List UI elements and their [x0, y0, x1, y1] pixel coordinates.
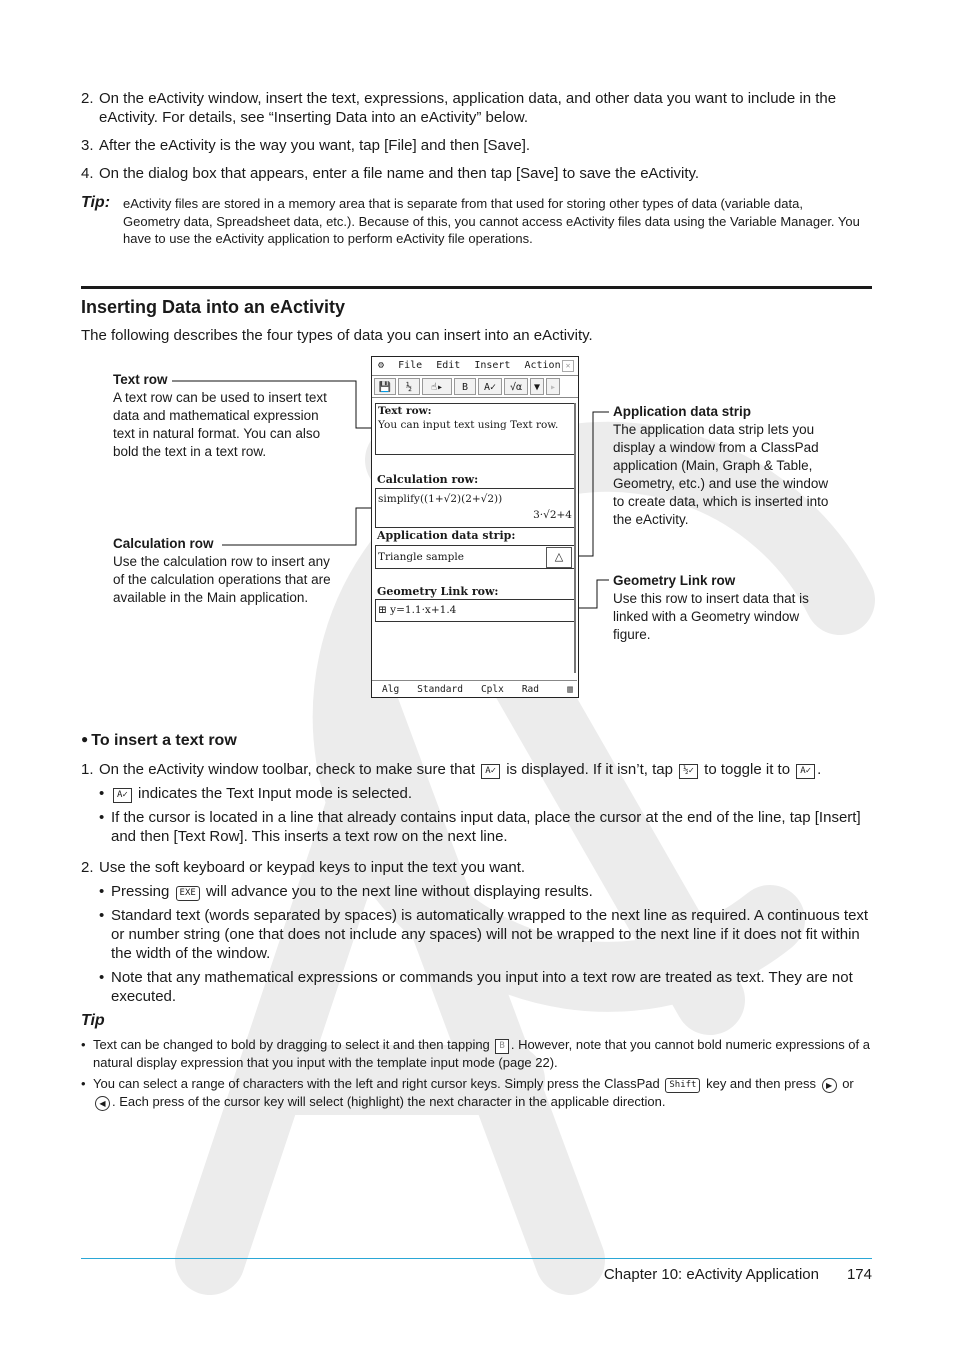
tip-text: You can select a range of characters with the left and right cursor keys. Simply press the ClassPad	[93, 1076, 660, 1091]
list-item	[81, 882, 876, 901]
bullet-text: Note that any mathematical expressions or commands you input into a text row are treated as text. They are not executed.	[111, 969, 853, 1005]
math-icon[interactable]: √α	[504, 378, 528, 395]
step-item: 1. On the eActivity window toolbar, check to make sure that A✓ is displayed. If it isn’t, tap ½✓ to toggle it to A✓ .	[81, 761, 822, 778]
tip-item	[81, 1036, 871, 1072]
tip-item	[81, 1075, 871, 1111]
tip-block	[81, 1012, 871, 1114]
tip-text: eActivity files are stored in a memory area that is separate from that used for storing other types of data (variable data, Geometry data, Spreadsheet data, etc.). Because of this, you cannot access eActivity files data using the Variable Manager. You have to use the eActivity application to perform eActivity file operations.	[123, 196, 860, 246]
callout-body: A text row can be used to insert text data and mathematical expression text in natural format. You can also bold the text in a text row.	[113, 390, 327, 459]
callout-title: Application data strip	[613, 404, 752, 419]
bullet-text: Standard text (words separated by spaces) is automatically wrapped to the next line as required. A continuous text or number string (one that does not include any spaces) will not be wrapped to the next line if it does not fit within the width of the window.	[111, 907, 869, 962]
geo-link-row-box[interactable]	[375, 599, 575, 622]
bullet-text: will advance you to the next line without displaying results.	[205, 883, 593, 900]
battery-icon: ▥	[567, 684, 573, 695]
strip-label: Application data strip:	[377, 529, 516, 542]
bold-key-icon: B	[495, 1039, 508, 1054]
settings-icon[interactable]: ⚙	[378, 360, 385, 371]
step-number: 3.	[81, 137, 94, 154]
bullet-text: indicates the Text Input mode is selected.	[138, 785, 413, 802]
tip-text: key and then press	[706, 1076, 816, 1091]
menu-insert[interactable]: Insert	[474, 360, 511, 371]
instructions	[81, 760, 876, 1011]
bullet-dot: •	[99, 785, 105, 802]
tip-label: Tip:	[81, 194, 111, 211]
tip-text: Text can be changed to bold by dragging to select it and then tapping	[93, 1037, 490, 1052]
bullet-icon: ●	[81, 732, 89, 746]
step-text: On the dialog box that appears, enter a file name and then tap [Save] to save the eActivity.	[99, 165, 700, 182]
bullet-dot: •	[99, 883, 105, 900]
screen-menubar	[372, 357, 578, 376]
menu-edit[interactable]: Edit	[436, 360, 461, 371]
geo-row-content: y=1.1·x+1.4	[390, 604, 457, 616]
close-icon[interactable]: ✕	[562, 360, 574, 372]
callout-title: Text row	[113, 372, 168, 387]
list-item	[81, 784, 876, 803]
status-complex[interactable]: Cplx	[480, 684, 504, 695]
calc-row-label: Calculation row:	[377, 473, 479, 486]
tip-text: or	[842, 1076, 854, 1091]
footer-divider	[81, 1258, 872, 1259]
step-text: On the eActivity window toolbar, check to make sure that	[99, 761, 476, 778]
text-mode-icon: A✓	[796, 764, 815, 779]
callout-title: Calculation row	[113, 536, 214, 551]
text-row-label: Text row:	[378, 405, 432, 417]
callout-body: The application data strip lets you display a window from a ClassPad application (Main, Graph & Table, Geometry, etc.) and use the window to create data, which is inserted into the eActivity.	[613, 422, 829, 527]
step-number: 2.	[81, 859, 94, 876]
step-number: 2.	[81, 90, 94, 107]
calc-row-result: 3·√2+4	[533, 509, 572, 521]
subsection-title	[81, 732, 237, 750]
bullet-dot: •	[99, 809, 105, 826]
screen-scrollbar[interactable]	[574, 403, 576, 673]
list-item	[81, 968, 876, 1006]
page-number: 174	[846, 1266, 872, 1283]
callout-body: Use this row to insert data that is linked with a Geometry window figure.	[613, 591, 809, 642]
strip-content: Triangle sample	[378, 551, 464, 563]
footer-chapter: Chapter 10: eActivity Application	[603, 1266, 819, 1283]
bullet-dot: •	[81, 1076, 86, 1091]
calc-row-box[interactable]	[375, 488, 575, 528]
step-text: is displayed. If it isn’t, tap	[506, 761, 673, 778]
menu-file[interactable]: File	[398, 360, 423, 371]
section-title: Inserting Data into an eActivity	[81, 297, 346, 317]
screen-toolbar	[372, 376, 578, 398]
bullet-text: Pressing	[111, 883, 170, 900]
cursor-left-key-icon: ◀	[95, 1096, 110, 1111]
bullet-text: If the cursor is located in a line that already contains input data, place the cursor at the end of the line, tap [Insert] and then [Text Row]. This inserts a text row on the next line.	[111, 809, 861, 845]
section-intro: The following describes the four types of data you can insert into an eActivity.	[81, 327, 593, 344]
step-number: 1.	[81, 761, 94, 778]
scroll-right-icon[interactable]: ▸	[546, 378, 560, 395]
link-icon: ⊞	[378, 604, 387, 616]
step-text: to toggle it to	[704, 761, 791, 778]
dropdown-icon[interactable]: ▼	[530, 378, 544, 395]
app-strip-box[interactable]	[375, 545, 575, 569]
pointer-icon[interactable]: ☝▸	[422, 378, 452, 395]
bold-button[interactable]: B	[454, 378, 476, 395]
text-mode-icon: A✓	[113, 788, 132, 803]
text-row-content: You can input text using Text row.	[378, 419, 559, 431]
page-footer	[604, 1266, 872, 1283]
fraction-toggle-icon[interactable]: ½	[398, 378, 420, 395]
subsection-title-text: To insert a text row	[91, 732, 237, 749]
bullet-dot: •	[99, 907, 105, 924]
list-item	[81, 906, 876, 963]
text-mode-icon: A✓	[481, 764, 500, 779]
save-icon[interactable]: 💾	[374, 378, 396, 395]
shift-key-icon: Shift	[665, 1078, 700, 1093]
step-text: On the eActivity window, insert the text, expressions, application data, and other data you want to include in the eActivity. For details, see “Inserting Data into an eActivity” below.	[99, 90, 837, 126]
screen-status-bar	[372, 680, 577, 697]
bullet-dot: •	[81, 1037, 86, 1052]
step-text: After the eActivity is the way you want, tap [File] and then [Save].	[99, 137, 531, 154]
status-angle[interactable]: Rad	[521, 684, 539, 695]
cursor-right-key-icon: ▶	[822, 1078, 837, 1093]
step-text: Use the soft keyboard or keypad keys to input the text you want.	[99, 859, 526, 876]
status-mode[interactable]: Alg	[382, 684, 400, 695]
callout-title: Geometry Link row	[613, 573, 736, 588]
text-row-box[interactable]	[375, 403, 575, 455]
tip-text: . Each press of the cursor key will select (highlight) the next character in the applicable direction.	[112, 1094, 666, 1109]
tip-label: Tip	[81, 1012, 105, 1029]
geo-row-label: Geometry Link row:	[377, 585, 499, 598]
step-number: 4.	[81, 165, 94, 182]
list-item	[81, 808, 876, 846]
status-display[interactable]: Standard	[417, 684, 463, 695]
calc-mode-icon: ½✓	[679, 764, 698, 779]
callout-body: Use the calculation row to insert any of the calculation operations that are available in the Main application.	[113, 554, 331, 605]
menu-action[interactable]: Action	[524, 360, 561, 371]
tip-text: . However, note that you cannot bold numeric expressions of a natural display expression that you input with the template input mode (page 22).	[93, 1037, 870, 1070]
exe-key-icon: EXE	[176, 886, 200, 901]
text-mode-icon[interactable]: A✓	[478, 378, 502, 395]
calc-row-input: simplify((1+√2)(2+√2))	[378, 493, 503, 505]
step-item	[81, 858, 876, 877]
geometry-app-icon[interactable]: △	[546, 547, 572, 568]
bullet-dot: •	[99, 969, 105, 986]
eactivity-screen	[371, 356, 579, 698]
